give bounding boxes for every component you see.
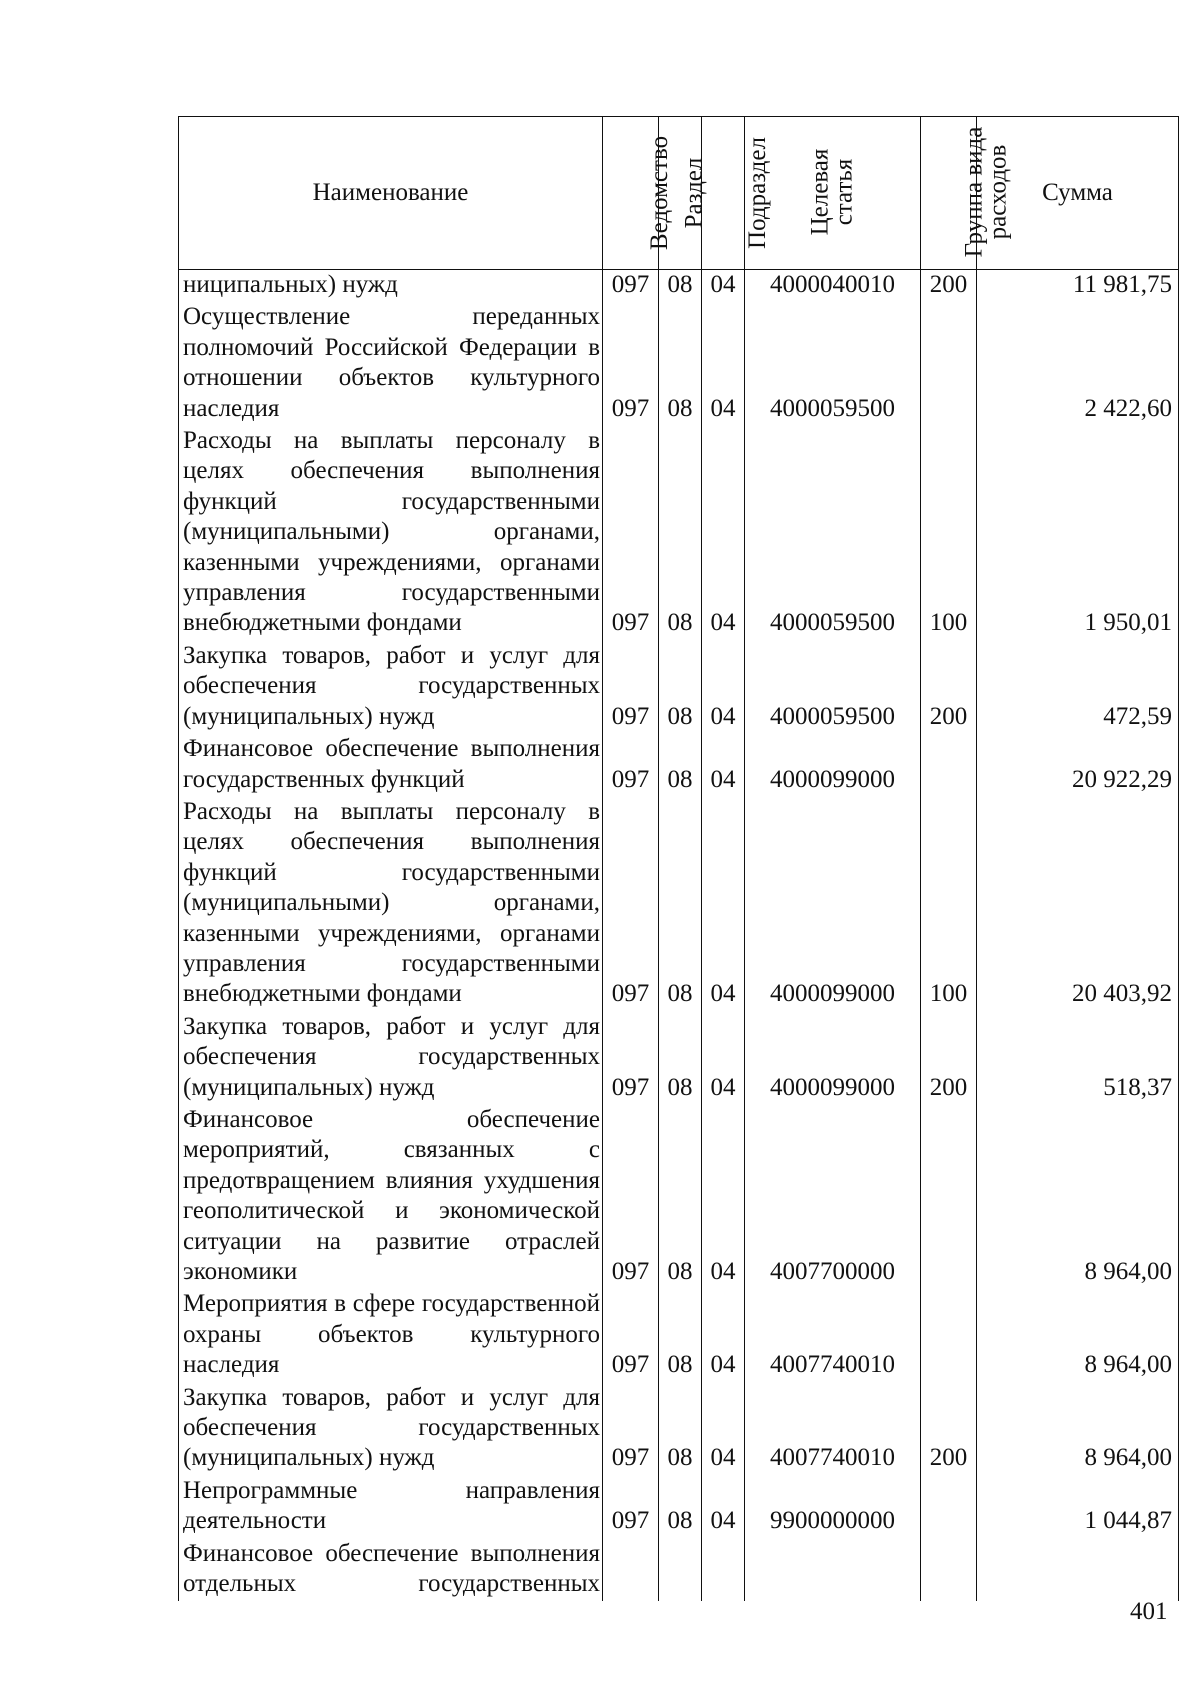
row-podrazdel-cell: 04	[702, 1012, 745, 1105]
row-gruppa-cell	[921, 1105, 977, 1289]
row-vedomstvo-cell: 097	[603, 1383, 659, 1476]
row-vedomstvo-cell: 097	[603, 302, 659, 426]
row-gruppa-cell: 200	[921, 1383, 977, 1476]
row-podrazdel-cell	[702, 1539, 745, 1602]
table-row	[179, 270, 1179, 303]
row-podrazdel-cell: 04	[702, 302, 745, 426]
row-summa-cell: 2 422,60	[977, 302, 1179, 426]
row-celevaya-cell	[745, 1539, 921, 1602]
row-vedomstvo-cell: 097	[603, 797, 659, 1012]
header-summa: Сумма	[977, 117, 1179, 270]
row-gruppa-cell: 200	[921, 270, 977, 303]
row-name-cell: Финансовое обеспечение выполнения отдельных государственных	[179, 1539, 603, 1602]
row-summa-cell: 472,59	[977, 641, 1179, 734]
table-row	[179, 734, 1179, 797]
row-vedomstvo-cell: 097	[603, 1105, 659, 1289]
row-name-cell: Закупка товаров, работ и услуг для обеспечения государственных (муниципальных) нужд	[179, 641, 603, 734]
row-name-cell: Финансовое обеспечение мероприятий, связанных с предотвращением влияния ухудшения геополитической и экономической ситуации на развитие отраслей экономики	[179, 1105, 603, 1289]
row-gruppa-cell	[921, 302, 977, 426]
row-podrazdel-cell: 04	[702, 797, 745, 1012]
row-gruppa-cell	[921, 734, 977, 797]
row-celevaya-cell: 4007740010	[745, 1289, 921, 1382]
row-summa-cell: 518,37	[977, 1012, 1179, 1105]
row-podrazdel-cell: 04	[702, 426, 745, 641]
row-celevaya-cell: 4000059500	[745, 641, 921, 734]
row-name-cell: Мероприятия в сфере государственной охраны объектов культурного наследия	[179, 1289, 603, 1382]
row-summa-cell: 1 044,87	[977, 1476, 1179, 1539]
row-razdel-cell: 08	[659, 641, 702, 734]
table-row	[179, 1539, 1179, 1602]
row-summa-cell: 20 922,29	[977, 734, 1179, 797]
row-vedomstvo-cell: 097	[603, 1012, 659, 1105]
row-celevaya-cell: 9900000000	[745, 1476, 921, 1539]
row-summa-cell: 11 981,75	[977, 270, 1179, 303]
row-vedomstvo-cell: 097	[603, 641, 659, 734]
row-gruppa-cell: 100	[921, 797, 977, 1012]
row-razdel-cell	[659, 1539, 702, 1602]
row-summa-cell: 8 964,00	[977, 1383, 1179, 1476]
row-name-cell: Закупка товаров, работ и услуг для обеспечения государственных (муниципальных) нужд	[179, 1012, 603, 1105]
header-vedomstvo: Ведомство	[603, 117, 659, 270]
row-razdel-cell: 08	[659, 270, 702, 303]
row-name-cell: Закупка товаров, работ и услуг для обеспечения государственных (муниципальных) нужд	[179, 1383, 603, 1476]
row-vedomstvo-cell: 097	[603, 270, 659, 303]
row-celevaya-cell: 4000099000	[745, 734, 921, 797]
row-vedomstvo-cell: 097	[603, 1476, 659, 1539]
table-row	[179, 426, 1179, 641]
table-header-row	[179, 117, 1179, 270]
row-razdel-cell: 08	[659, 1105, 702, 1289]
budget-table-container	[178, 116, 1178, 1601]
row-name-cell: Осуществление переданных полномочий Российской Федерации в отношении объектов культурного наследия	[179, 302, 603, 426]
header-celevaya-statya: Целевая статья	[745, 117, 921, 270]
row-podrazdel-cell: 04	[702, 270, 745, 303]
table-row	[179, 797, 1179, 1012]
row-podrazdel-cell: 04	[702, 1105, 745, 1289]
table-row	[179, 302, 1179, 426]
row-summa-cell: 1 950,01	[977, 426, 1179, 641]
page-number: 401	[1130, 1598, 1168, 1625]
table-row	[179, 1105, 1179, 1289]
row-name-cell: Непрограммные направления деятельности	[179, 1476, 603, 1539]
row-razdel-cell: 08	[659, 302, 702, 426]
row-gruppa-cell: 100	[921, 426, 977, 641]
row-gruppa-cell: 200	[921, 641, 977, 734]
row-gruppa-cell	[921, 1476, 977, 1539]
row-name-cell: Расходы на выплаты персоналу в целях обеспечения выполнения функций государственными (муниципальными) органами, казенными учреждениями, органами управления государственными внебюджетными фондами	[179, 797, 603, 1012]
header-podrazdel: Подраздел	[702, 117, 745, 270]
row-gruppa-cell	[921, 1539, 977, 1602]
row-summa-cell: 8 964,00	[977, 1105, 1179, 1289]
header-razdel: Раздел	[659, 117, 702, 270]
row-vedomstvo-cell: 097	[603, 426, 659, 641]
row-summa-cell: 20 403,92	[977, 797, 1179, 1012]
table-row	[179, 641, 1179, 734]
row-name-cell: Финансовое обеспечение выполнения государственных функций	[179, 734, 603, 797]
header-name: Наименование	[179, 117, 603, 270]
row-name-cell: Расходы на выплаты персоналу в целях обеспечения выполнения функций государственными (муниципальными) органами, казенными учреждениями, органами управления государственными внебюджетными фондами	[179, 426, 603, 641]
row-celevaya-cell: 4000099000	[745, 797, 921, 1012]
row-razdel-cell: 08	[659, 1476, 702, 1539]
row-razdel-cell: 08	[659, 1012, 702, 1105]
row-summa-cell: 8 964,00	[977, 1289, 1179, 1382]
row-podrazdel-cell: 04	[702, 734, 745, 797]
row-gruppa-cell	[921, 1289, 977, 1382]
row-gruppa-cell: 200	[921, 1012, 977, 1105]
budget-table	[178, 116, 1179, 1601]
table-row	[179, 1383, 1179, 1476]
row-razdel-cell: 08	[659, 797, 702, 1012]
table-row	[179, 1012, 1179, 1105]
row-celevaya-cell: 4000059500	[745, 426, 921, 641]
row-podrazdel-cell: 04	[702, 1476, 745, 1539]
row-summa-cell	[977, 1539, 1179, 1602]
row-vedomstvo-cell: 097	[603, 1289, 659, 1382]
header-gruppa-vida-rashodov: Группа вида расходов	[921, 117, 977, 270]
row-podrazdel-cell: 04	[702, 1289, 745, 1382]
row-vedomstvo-cell	[603, 1539, 659, 1602]
row-vedomstvo-cell: 097	[603, 734, 659, 797]
row-razdel-cell: 08	[659, 426, 702, 641]
row-celevaya-cell: 4007700000	[745, 1105, 921, 1289]
row-celevaya-cell: 4000099000	[745, 1012, 921, 1105]
table-row	[179, 1476, 1179, 1539]
row-celevaya-cell: 4000059500	[745, 302, 921, 426]
row-celevaya-cell: 4000040010	[745, 270, 921, 303]
row-podrazdel-cell: 04	[702, 641, 745, 734]
table-row	[179, 1289, 1179, 1382]
row-celevaya-cell: 4007740010	[745, 1383, 921, 1476]
row-podrazdel-cell: 04	[702, 1383, 745, 1476]
row-name-cell: ниципальных) нужд	[179, 270, 603, 303]
row-razdel-cell: 08	[659, 1289, 702, 1382]
row-razdel-cell: 08	[659, 734, 702, 797]
row-razdel-cell: 08	[659, 1383, 702, 1476]
